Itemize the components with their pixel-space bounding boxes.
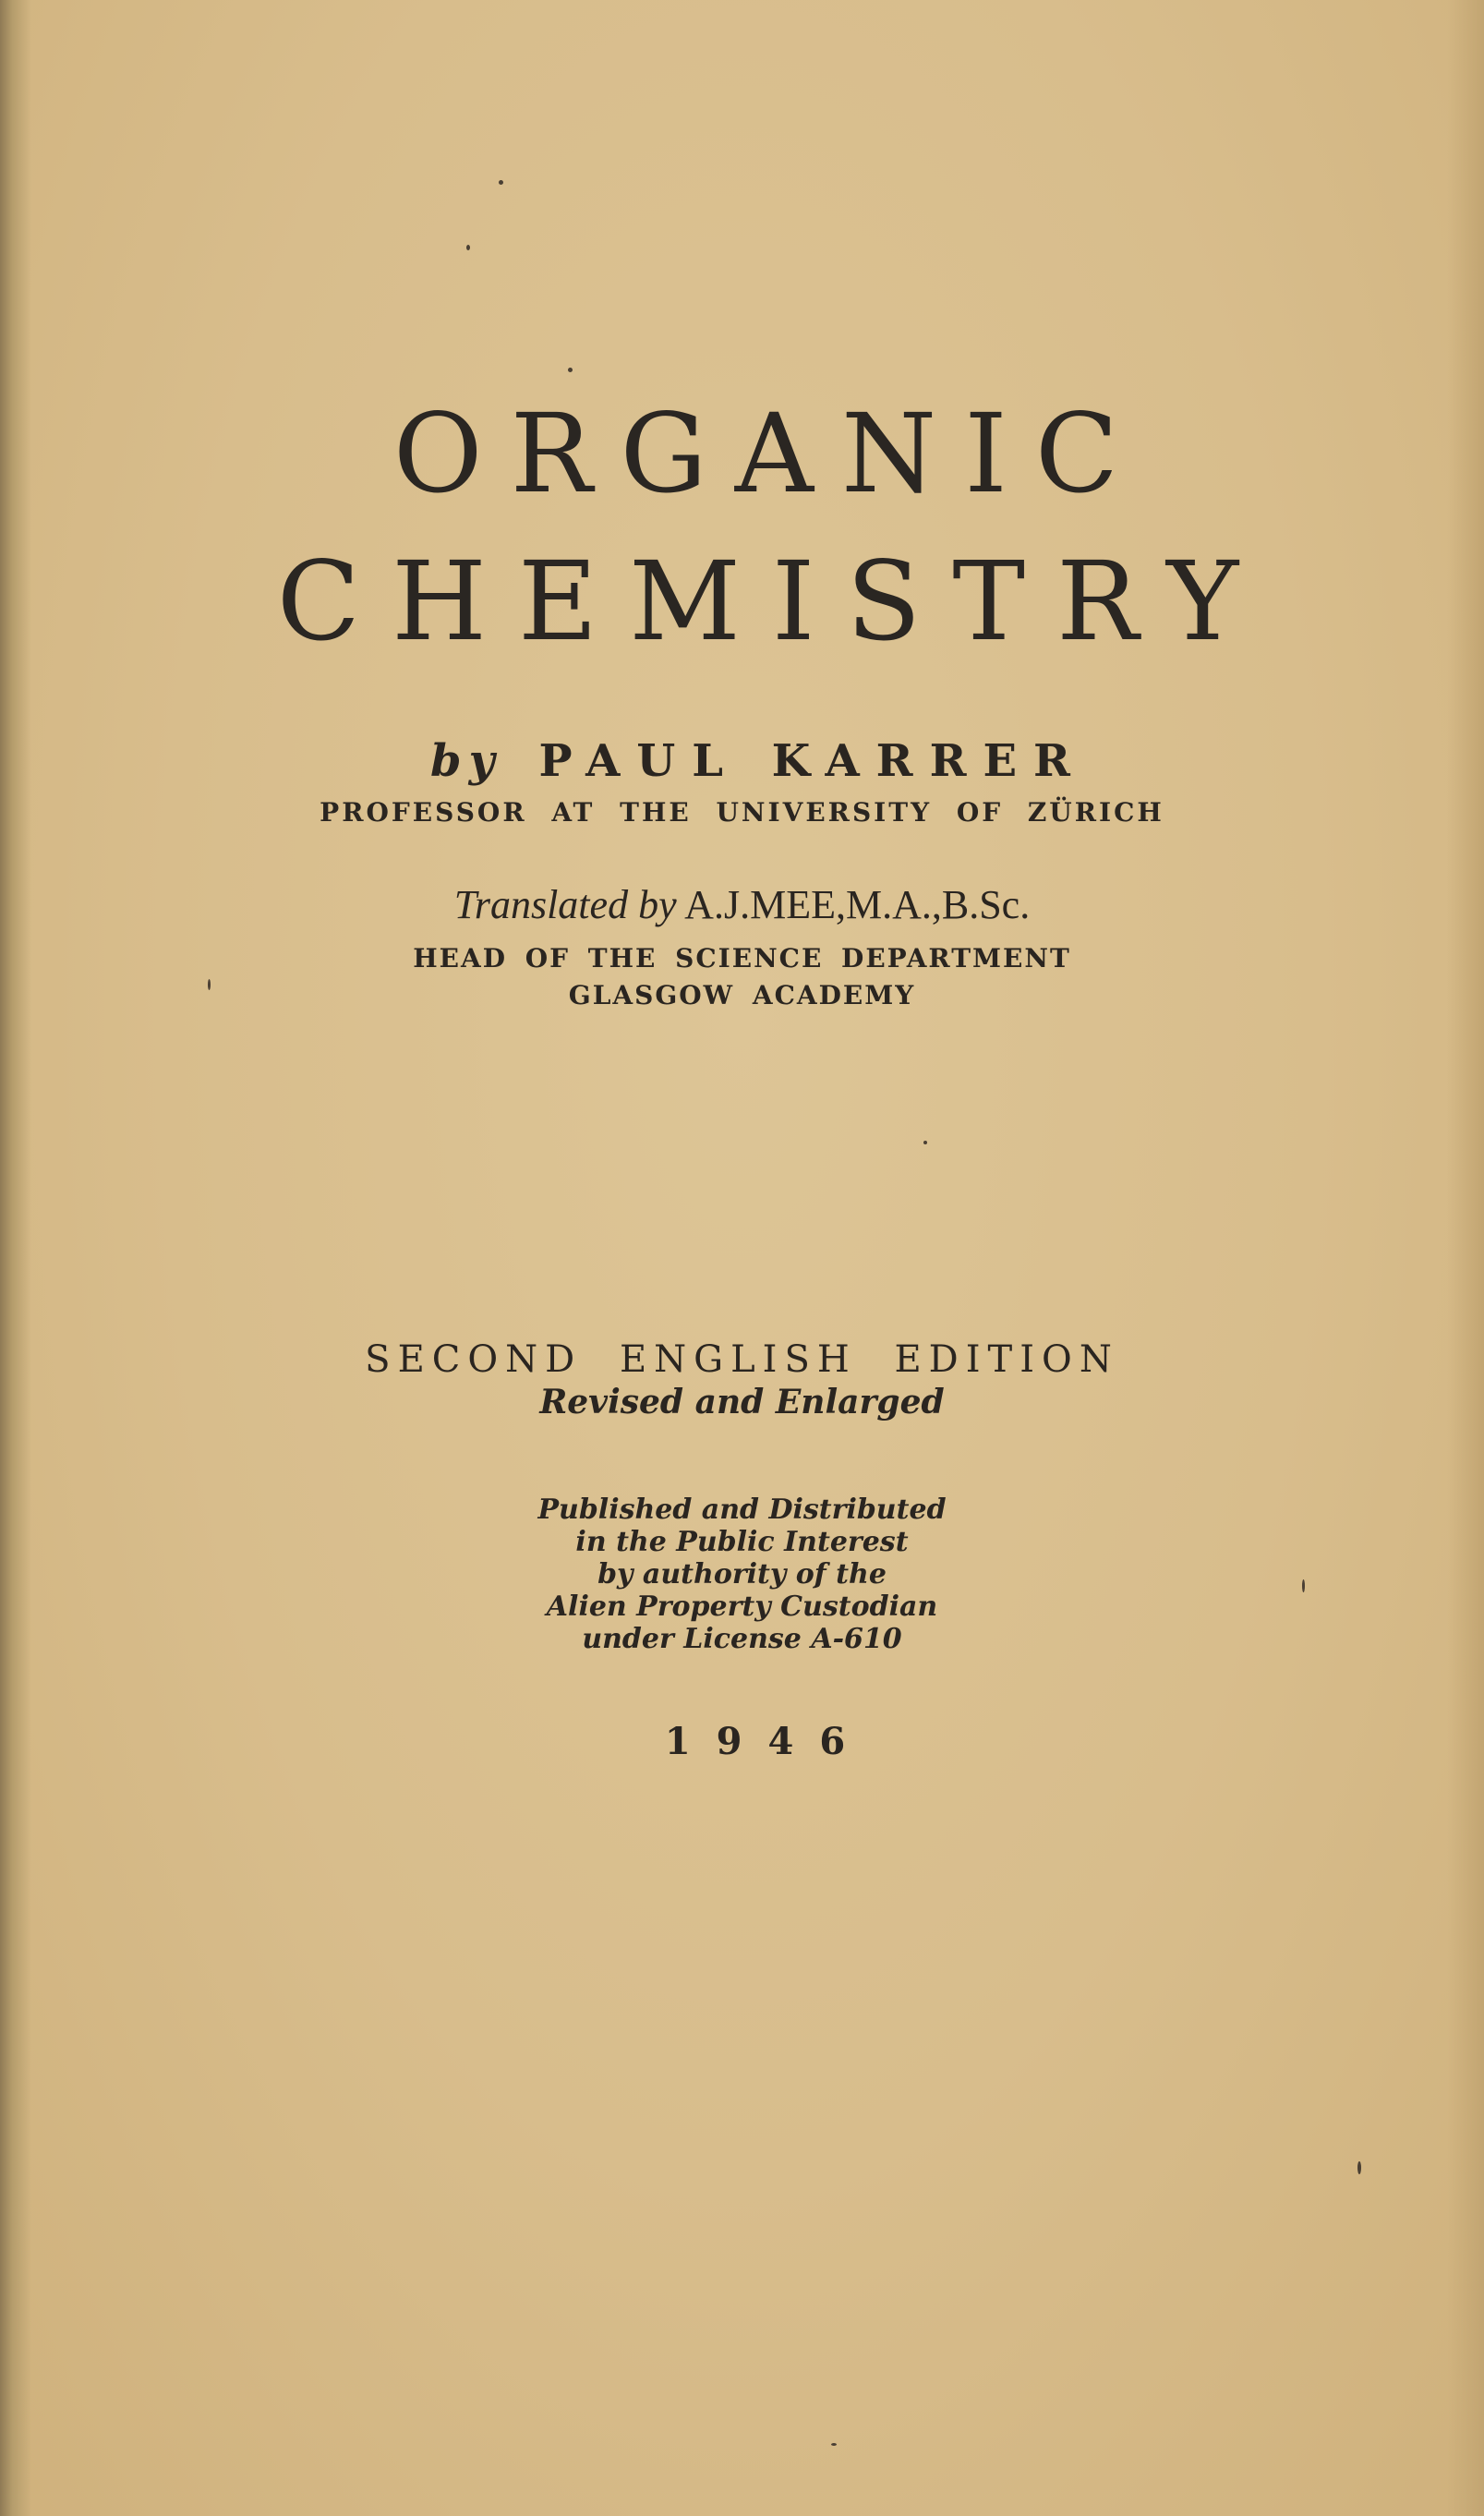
paper-speck bbox=[831, 2443, 837, 2446]
author-affiliation: PROFESSOR AT THE UNIVERSITY OF ZÜRICH bbox=[320, 797, 1164, 828]
book-title-line-1: ORGANIC bbox=[392, 390, 1147, 517]
paper-speck bbox=[499, 180, 503, 185]
author-byline bbox=[0, 735, 1484, 787]
translator-prefix: Translated by bbox=[453, 882, 677, 927]
paper-speck bbox=[466, 245, 470, 250]
translator-institution: GLASGOW ACADEMY bbox=[568, 980, 916, 1010]
author-name: PAUL KARRER bbox=[538, 735, 1087, 787]
book-title-line-2: CHEMISTRY bbox=[276, 538, 1271, 665]
edition-note: Revised and Enlarged bbox=[539, 1383, 945, 1421]
publication-year: 1946 bbox=[664, 1720, 872, 1763]
translator-position: HEAD OF THE SCIENCE DEPARTMENT bbox=[413, 943, 1071, 974]
page-edge-shadow bbox=[0, 0, 31, 2516]
paper-speck bbox=[568, 368, 573, 372]
publication-line: Published and Distributed bbox=[537, 1494, 947, 1526]
translator-name: A.J.MEE,M.A.,B.Sc. bbox=[684, 882, 1031, 927]
publication-line: in the Public Interest bbox=[575, 1526, 909, 1558]
page-edge-shadow-right bbox=[1447, 0, 1484, 2516]
publication-line: by authority of the bbox=[597, 1558, 887, 1591]
publication-line: under License A-610 bbox=[582, 1623, 902, 1655]
translator-line bbox=[0, 882, 1484, 927]
byline-prefix: by bbox=[430, 735, 502, 787]
publication-line: Alien Property Custodian bbox=[546, 1591, 938, 1623]
edition-label: SECOND ENGLISH EDITION bbox=[365, 1338, 1119, 1381]
paper-speck bbox=[1357, 2161, 1361, 2174]
paper-speck bbox=[923, 1141, 927, 1144]
